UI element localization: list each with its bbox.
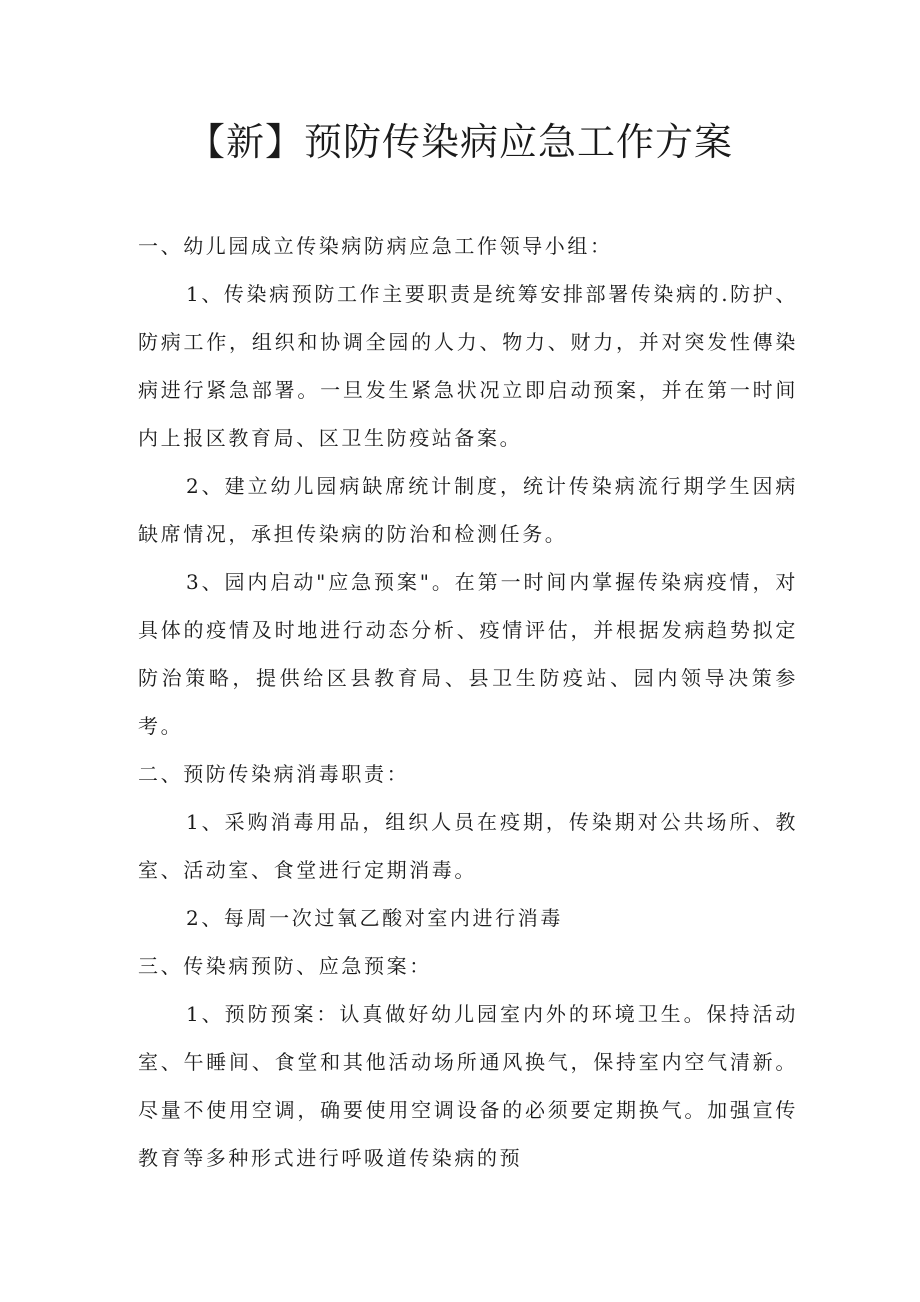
- section-heading-1: 一、幼儿园成立传染病防病应急工作领导小组：: [138, 234, 613, 258]
- paragraph-3-1: 1、预防预案：认真做好幼儿园室内外的环境卫生。保持活动室、午睡间、食堂和其他活动场所通风换气，保持室内空气清新。尽量不使用空调，确要使用空调设备的必须要定期换气。加强宣传教育等多种形式进行呼吸道传染病的预: [138, 1002, 798, 1170]
- section-heading-3: 三、传染病预防、应急预案：: [138, 954, 432, 978]
- paragraph-1-3: 3、园内启动"应急预案"。在第一时间内掌握传染病疫情，对具体的疫情及时地进行动态分析、疫情评估，并根据发病趋势拟定防治策略，提供给区县教育局、县卫生防疫站、园内领导决策参考。: [138, 570, 798, 738]
- paragraph-1-1: 1、传染病预防工作主要职责是统筹安排部署传染病的.防护、防病工作，组织和协调全园的人力、物力、财力，并对突发性傳染病进行紧急部署。一旦发生紧急状况立即启动预案，并在第一时间内上报区教育局、区卫生防疫站备案。: [138, 282, 798, 450]
- paragraph-1-2: 2、建立幼儿园病缺席统计制度，统计传染病流行期学生因病缺席情况，承担传染病的防治和检测任务。: [138, 474, 798, 546]
- document-body: [138, 222, 798, 1182]
- section-heading-2: 二、预防传染病消毒职责：: [138, 762, 410, 786]
- paragraph-2-1: 1、采购消毒用品，组织人员在疫期，传染期对公共场所、教室、活动室、食堂进行定期消毒。: [138, 810, 798, 882]
- document-title: 【新】预防传染病应急工作方案: [186, 120, 733, 164]
- paragraph-2-2: 2、每周一次过氧乙酸对室内进行消毒: [186, 906, 563, 930]
